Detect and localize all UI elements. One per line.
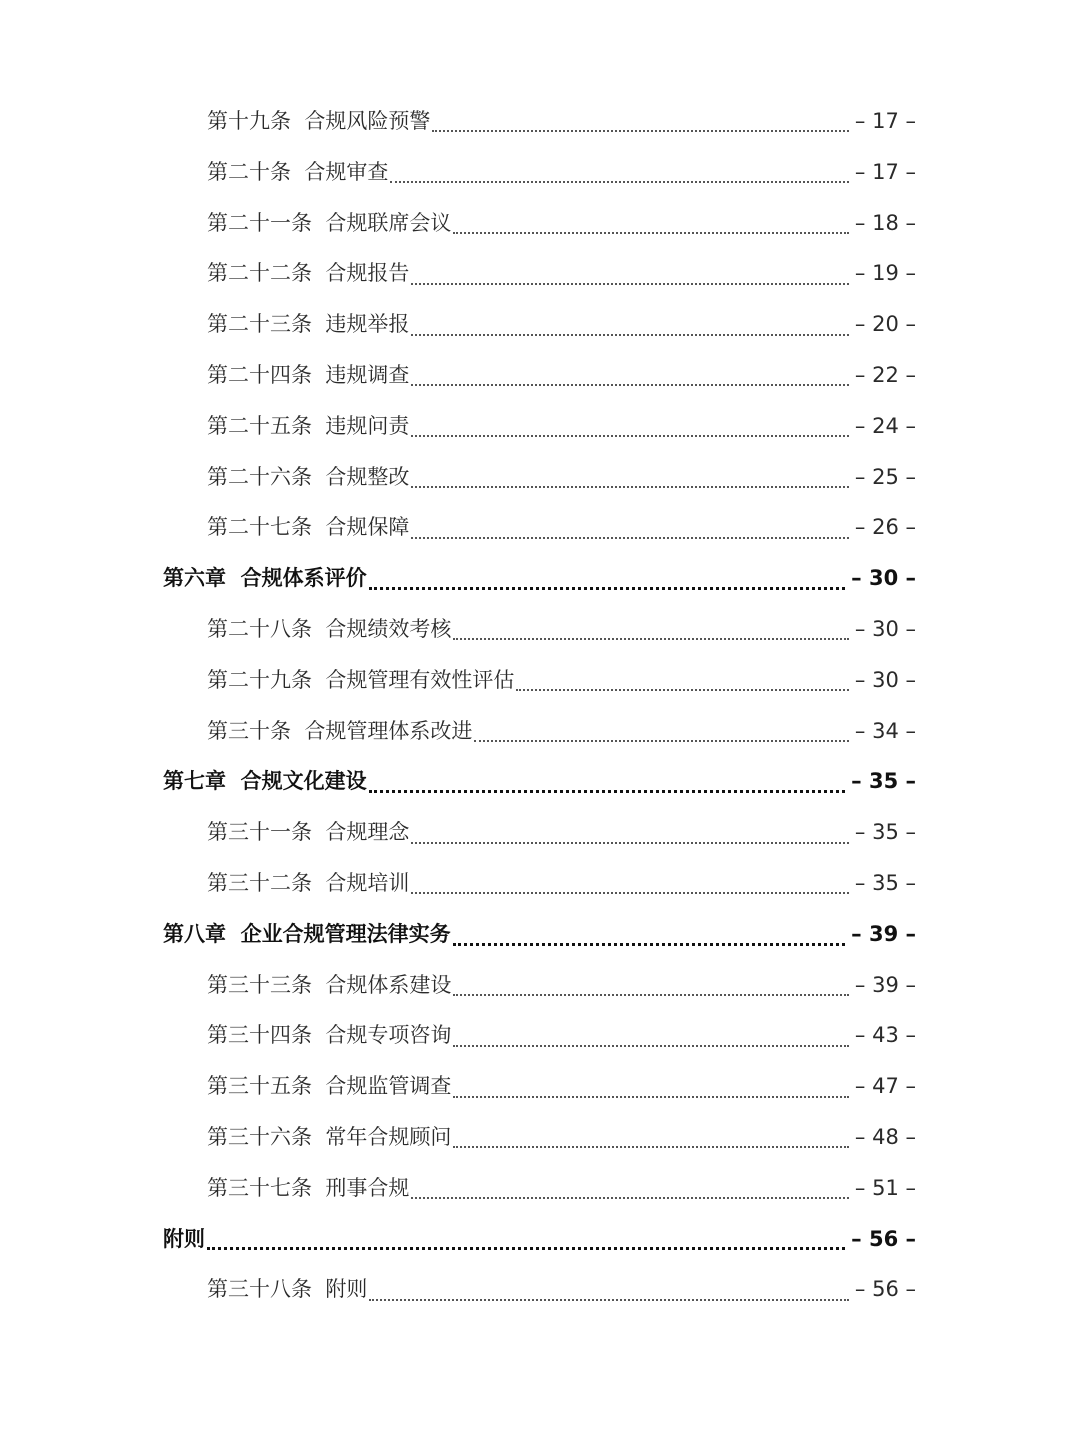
toc-entry[interactable] <box>0 350 1080 401</box>
toc-entry-page: – 39 – <box>854 972 916 997</box>
toc-chapter-label: 附则 <box>163 1226 205 1251</box>
toc-entry-label: 第二十三条 违规举报 <box>207 312 410 337</box>
toc-entry-label: 第三十一条 合规理念 <box>207 820 410 845</box>
toc-entry-label: 第二十二条 合规报告 <box>207 261 410 286</box>
toc-dot-leader <box>474 740 849 742</box>
toc-entry[interactable] <box>0 299 1080 350</box>
toc-dot-leader <box>411 384 849 386</box>
toc-entry[interactable] <box>0 706 1080 757</box>
toc-entry-label: 第三十五条 合规监管调查 <box>207 1074 452 1099</box>
toc-entry-label: 第二十五条 违规问责 <box>207 413 410 438</box>
toc-entry-page: – 56 – <box>854 1277 916 1302</box>
toc-dot-leader <box>411 283 849 285</box>
toc-dot-leader <box>369 790 846 793</box>
toc-entry[interactable] <box>0 147 1080 198</box>
toc-entry[interactable] <box>0 1061 1080 1112</box>
toc-entry[interactable] <box>0 96 1080 147</box>
toc-entry-page: – 35 – <box>854 820 916 845</box>
toc-chapter[interactable] <box>0 553 1080 604</box>
toc-entry-page: – 30 – <box>854 667 916 692</box>
toc-entry[interactable] <box>0 1010 1080 1061</box>
toc-entry-page: – 19 – <box>854 261 916 286</box>
toc-chapter-page: – 30 – <box>851 566 916 591</box>
toc-entry-label: 第三十四条 合规专项咨询 <box>207 1023 452 1048</box>
toc-entry-page: – 17 – <box>854 109 916 133</box>
toc-dot-leader <box>432 130 849 132</box>
toc-dot-leader <box>207 1247 845 1250</box>
toc-entry[interactable] <box>0 452 1080 503</box>
toc-entry-page: – 26 – <box>854 515 916 540</box>
toc-entry-label: 第二十九条 合规管理有效性评估 <box>207 667 515 692</box>
toc-chapter-label: 第八章 企业合规管理法律实务 <box>163 921 451 946</box>
toc-chapter-page: – 56 – <box>851 1226 916 1251</box>
toc-chapter-label: 第七章 合规文化建设 <box>163 769 367 794</box>
toc-entry-label: 第三十七条 刑事合规 <box>207 1175 410 1200</box>
toc-dot-leader <box>453 1045 849 1047</box>
toc-entry-page: – 35 – <box>854 870 916 895</box>
toc-entry-page: – 20 – <box>854 312 916 337</box>
toc-chapter[interactable] <box>0 1214 1080 1265</box>
toc-dot-leader <box>453 943 846 946</box>
toc-dot-leader <box>411 334 849 336</box>
toc-chapter-label: 第六章 合规体系评价 <box>163 566 367 591</box>
toc-dot-leader <box>390 181 849 183</box>
toc-entry[interactable] <box>0 502 1080 553</box>
toc-dot-leader <box>411 537 849 539</box>
toc-chapter-page: – 35 – <box>851 769 916 794</box>
toc-dot-leader <box>453 232 849 234</box>
toc-entry[interactable] <box>0 198 1080 249</box>
toc-dot-leader <box>453 1146 849 1148</box>
toc-entry-page: – 43 – <box>854 1023 916 1048</box>
toc-entry-label: 第十九条 合规风险预警 <box>207 109 431 133</box>
toc-dot-leader <box>411 1197 849 1199</box>
toc-chapter-page: – 39 – <box>851 921 916 946</box>
toc-entry[interactable] <box>0 1112 1080 1163</box>
toc-entry-page: – 48 – <box>854 1124 916 1149</box>
toc-entry[interactable] <box>0 960 1080 1011</box>
toc-entry[interactable] <box>0 248 1080 299</box>
toc-entry-page: – 24 – <box>854 413 916 438</box>
toc-dot-leader <box>411 486 849 488</box>
toc-entry[interactable] <box>0 655 1080 706</box>
toc-entry-page: – 51 – <box>854 1175 916 1200</box>
toc-entry-page: – 47 – <box>854 1074 916 1099</box>
toc-entry-label: 第二十一条 合规联席会议 <box>207 210 452 235</box>
toc-dot-leader <box>411 892 849 894</box>
toc-entry-label: 第二十四条 违规调查 <box>207 362 410 387</box>
toc-entry-page: – 25 – <box>854 464 916 489</box>
toc-dot-leader <box>411 435 849 437</box>
toc-entry-label: 第三十三条 合规体系建设 <box>207 972 452 997</box>
toc-dot-leader <box>411 842 849 844</box>
toc-entry-page: – 22 – <box>854 362 916 387</box>
toc-chapter[interactable] <box>0 756 1080 807</box>
toc-entry-label: 第二十条 合规审查 <box>207 159 389 184</box>
toc-entry-label: 第三十六条 常年合规顾问 <box>207 1124 452 1149</box>
toc-entry-label: 第三十八条 附则 <box>207 1277 368 1302</box>
toc-entry-page: – 30 – <box>854 616 916 641</box>
toc-entry-label: 第二十八条 合规绩效考核 <box>207 616 452 641</box>
table-of-contents <box>0 96 1080 1315</box>
toc-entry-page: – 18 – <box>854 210 916 235</box>
toc-entry-label: 第二十六条 合规整改 <box>207 464 410 489</box>
toc-entry[interactable] <box>0 401 1080 452</box>
toc-entry-label: 第二十七条 合规保障 <box>207 515 410 540</box>
toc-entry-page: – 34 – <box>854 718 916 743</box>
toc-dot-leader <box>453 1096 849 1098</box>
toc-dot-leader <box>453 638 849 640</box>
toc-entry-page: – 17 – <box>854 159 916 184</box>
toc-entry[interactable] <box>0 1163 1080 1214</box>
toc-chapter[interactable] <box>0 909 1080 960</box>
toc-entry[interactable] <box>0 604 1080 655</box>
toc-dot-leader <box>369 587 846 590</box>
toc-entry[interactable] <box>0 1264 1080 1315</box>
toc-dot-leader <box>516 689 849 691</box>
toc-dot-leader <box>453 994 849 996</box>
toc-entry[interactable] <box>0 858 1080 909</box>
toc-entry-label: 第三十二条 合规培训 <box>207 870 410 895</box>
toc-entry-label: 第三十条 合规管理体系改进 <box>207 718 473 743</box>
toc-entry[interactable] <box>0 807 1080 858</box>
toc-dot-leader <box>369 1299 849 1301</box>
